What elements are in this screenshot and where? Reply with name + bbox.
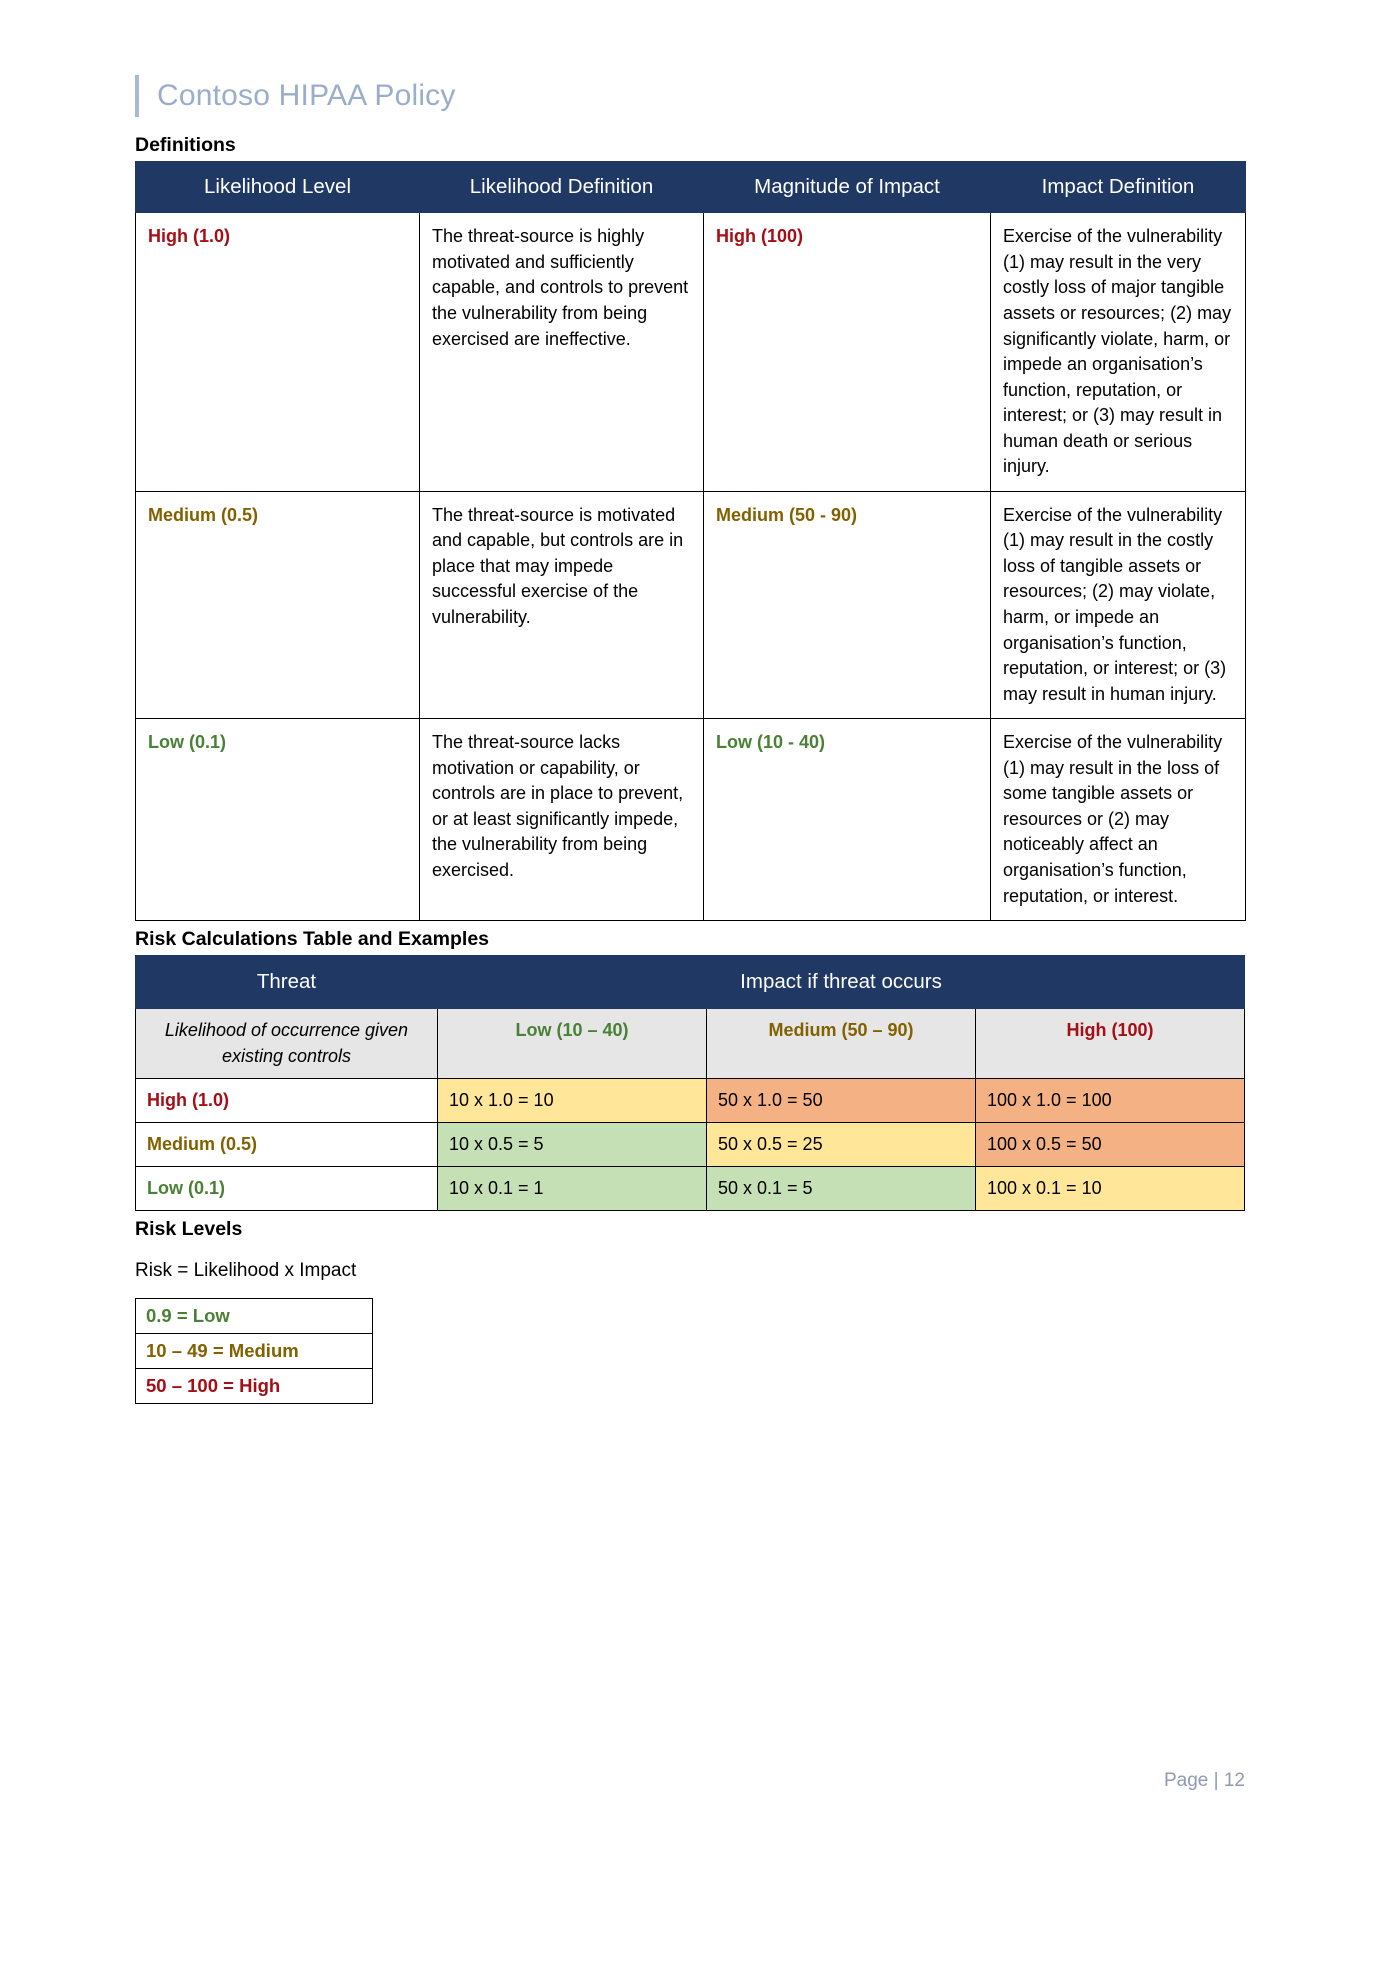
- impact-level-low: Low (10 – 40): [515, 1020, 629, 1041]
- definitions-table: [135, 161, 1246, 921]
- risk-matrix-cell: 50 x 1.0 = 50: [707, 1078, 976, 1122]
- document-body: [135, 133, 1245, 1404]
- likelihood-level-value: Medium (0.5): [148, 504, 259, 525]
- definitions-heading: Definitions: [135, 134, 236, 156]
- table-row: [136, 719, 1246, 921]
- risk-row-label: Low (0.1): [147, 1178, 226, 1199]
- definitions-header-row: [136, 162, 1246, 213]
- risk-matrix-cell: 50 x 0.5 = 25: [707, 1122, 976, 1166]
- table-row: [136, 1167, 1245, 1211]
- column-header-magnitude-of-impact: Magnitude of Impact: [704, 162, 991, 213]
- risk-matrix-cell: 100 x 1.0 = 100: [976, 1078, 1245, 1122]
- band-header-impact: Impact if threat occurs: [438, 956, 1245, 1009]
- risk-level-low: 0.9 = Low: [146, 1304, 230, 1326]
- list-item: [136, 1333, 373, 1368]
- impact-definition-text: Exercise of the vulnerability (1) may result in the very costly loss of major tangible assets or resources; (2) may significantly violate, harm, or impede an organisation’s function, reputation, or interest; or (3) may result in human death or serious injury.: [991, 213, 1246, 491]
- likelihood-definition-text: The threat-source is highly motivated and sufficiently capable, and controls to prevent the vulnerability from being exercised are ineffective.: [420, 213, 704, 491]
- risk-calculations-heading: Risk Calculations Table and Examples: [135, 928, 490, 951]
- risk-levels-heading: Risk Levels: [135, 1218, 243, 1241]
- table-row: [136, 491, 1246, 718]
- likelihood-definition-text: The threat-source is motivated and capable, but controls are in place that may impede successful exercise of the vulnerability.: [420, 491, 704, 718]
- table-row: [136, 213, 1246, 491]
- risk-subheader-row: [136, 1009, 1245, 1078]
- table-row: [136, 1078, 1245, 1122]
- column-header-likelihood-definition: Likelihood Definition: [420, 162, 704, 213]
- impact-definition-text: Exercise of the vulnerability (1) may result in the loss of some tangible assets or resources or (2) may noticeably affect an organisation’s function, reputation, or interest.: [991, 719, 1246, 921]
- risk-levels-legend: [135, 1298, 373, 1404]
- column-header-likelihood-level: Likelihood Level: [136, 162, 420, 213]
- risk-level-high: 50 – 100 = High: [146, 1374, 281, 1396]
- impact-level-medium: Medium (50 – 90): [768, 1020, 914, 1041]
- table-row: [136, 1122, 1245, 1166]
- risk-matrix-cell: 10 x 0.5 = 5: [438, 1122, 707, 1166]
- magnitude-of-impact-value: Medium (50 - 90): [716, 504, 858, 525]
- risk-level-medium: 10 – 49 = Medium: [146, 1339, 299, 1361]
- document-title: Contoso HIPAA Policy: [157, 79, 456, 112]
- list-item: [136, 1298, 373, 1333]
- magnitude-of-impact-value: Low (10 - 40): [716, 732, 826, 753]
- band-header-threat: Threat: [136, 956, 438, 1009]
- page-footer: Page | 12: [1163, 1770, 1245, 1791]
- likelihood-definition-text: The threat-source lacks motivation or capability, or controls are in place to prevent, or at least significantly impede, the vulnerability from being exercised.: [420, 719, 704, 921]
- impact-level-high: High (100): [1066, 1020, 1154, 1041]
- risk-band-header-row: [136, 956, 1245, 1009]
- risk-row-label: Medium (0.5): [147, 1133, 258, 1154]
- document-header: [135, 75, 456, 117]
- risk-matrix-cell: 100 x 0.1 = 10: [976, 1167, 1245, 1211]
- magnitude-of-impact-value: High (100): [716, 226, 804, 247]
- risk-matrix-cell: 100 x 0.5 = 50: [976, 1122, 1245, 1166]
- likelihood-level-value: High (1.0): [148, 226, 231, 247]
- subheader-likelihood-description: Likelihood of occurrence given existing controls: [136, 1009, 438, 1078]
- column-header-impact-definition: Impact Definition: [991, 162, 1246, 213]
- risk-matrix-cell: 10 x 1.0 = 10: [438, 1078, 707, 1122]
- list-item: [136, 1368, 373, 1403]
- impact-definition-text: Exercise of the vulnerability (1) may result in the costly loss of tangible assets or resources; (2) may violate, harm, or impede an organisation’s function, reputation, or interest; or (3) may result in human injury.: [991, 491, 1246, 718]
- risk-row-label: High (1.0): [147, 1089, 230, 1110]
- likelihood-level-value: Low (0.1): [148, 732, 227, 753]
- header-accent-bar: [135, 75, 139, 117]
- risk-matrix-cell: 50 x 0.1 = 5: [707, 1167, 976, 1211]
- risk-calculations-table: [135, 955, 1245, 1211]
- risk-matrix-cell: 10 x 0.1 = 1: [438, 1167, 707, 1211]
- risk-formula-text: Risk = Likelihood x Impact: [135, 1259, 357, 1281]
